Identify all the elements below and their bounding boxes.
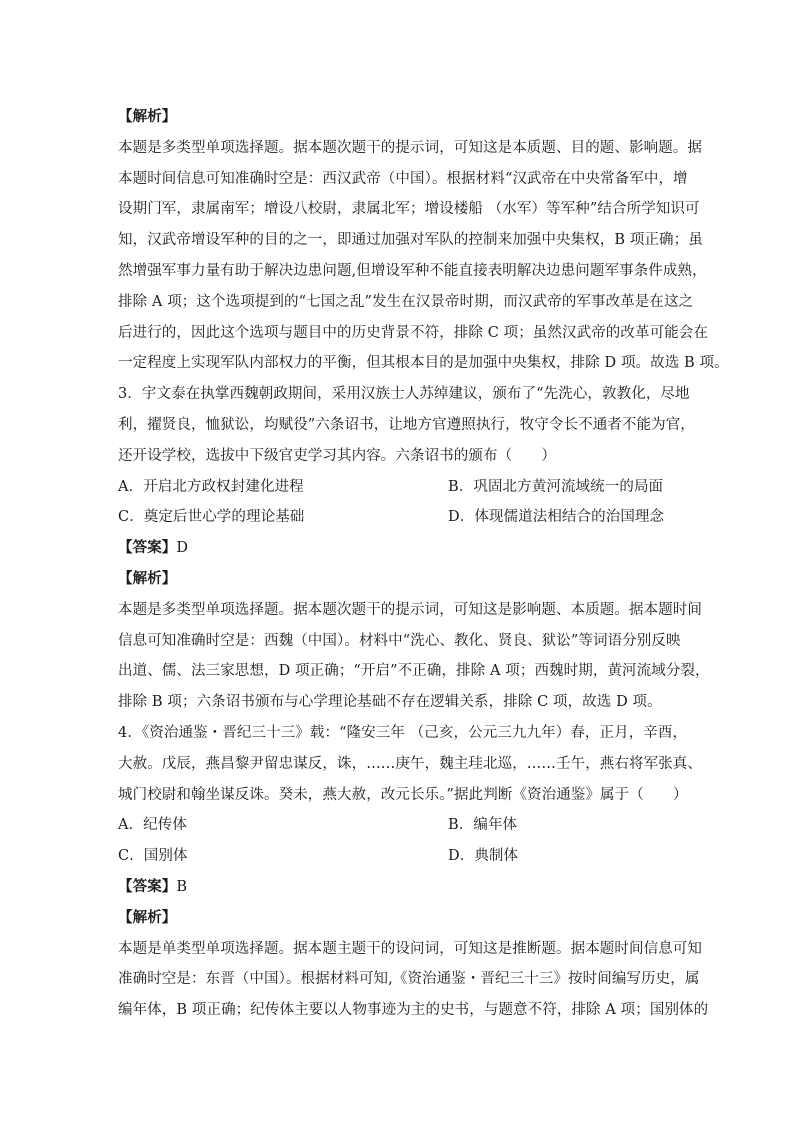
q4-stem-line-2: 大赦。戊辰，燕昌黎尹留忠谋反，诛，……庚午，魏主珪北巡，……壬午，燕右将军张真、 (118, 755, 702, 772)
q4-answer-tag: 【答案】 (118, 878, 177, 895)
q4-analysis-line-1: 本题是单类型单项选择题。据本题主题干的设问词，可知这是推断题。据本题时间信息可知 (118, 940, 702, 957)
q2-analysis-tag: 【解析】 (118, 109, 177, 125)
q4-option-b: B．编年体 (448, 817, 518, 834)
q3-option-a: A．开启北方政权封建化进程 (118, 478, 304, 495)
q3-answer-tag: 【答案】 (118, 540, 177, 557)
q4-options-row-2 (118, 841, 678, 872)
q4-option-c: C．国别体 (118, 848, 188, 865)
q3-option-d: D．体现儒道法相结合的治国理念 (448, 509, 665, 526)
q4-stem-line-3: 城门校尉和翰坐谋反诛。癸未，燕大赦，改元长乐。”据此判断《资治通鉴》属于（ ） (118, 786, 688, 803)
q3-options-row-2 (118, 502, 678, 533)
q3-analysis-line-4: 排除 B 项；六条诏书颁布与心学理论基础不存在逻辑关系，排除 C 项，故选 D 项。 (118, 694, 662, 711)
q2-analysis-line-4: 知，汉武帝增设军种的目的之一，即通过加强对军队的控制来加强中央集权，B 项正确；虽 (118, 232, 703, 249)
document-page (118, 102, 729, 1026)
q3-answer (118, 533, 678, 564)
q3-stem-line-1: 3．宇文泰在执掌西魏朝政期间，采用汉族士人苏绰建议，颁布了“先洗心，敦教化，尽地 (118, 386, 690, 403)
q4-analysis-line-3: 编年体，B 项正确；纪传体主要以人物事迹为主的史书，与题意不符，排除 A 项；国别体的 (118, 1002, 709, 1019)
q2-analysis-line-7: 后进行的，因此这个选项与题目中的历史背景不符，排除 C 项；虽然汉武帝的改革可能会在 (118, 324, 709, 341)
q3-option-b: B．巩固北方黄河流域统一的局面 (448, 478, 664, 495)
q3-analysis-tag: 【解析】 (118, 570, 177, 587)
q2-analysis-line-6: 排除 A 项；这个选项提到的“七国之乱”发生在汉景帝时期，而汉武帝的军事改革是在这之 (118, 293, 694, 310)
q3-analysis-line-2: 信息可知准确时空是：西魏（中国）。材料中“洗心、教化、贤良、狱讼”等词语分别反映 (118, 632, 681, 649)
q3-stem-line-2: 利，擢贤良，恤狱讼，均赋役”六条诏书，让地方官遵照执行，牧守令长不通者不能为官， (118, 416, 695, 433)
q3-option-c: C．奠定后世心学的理论基础 (118, 509, 305, 526)
q4-answer (118, 872, 678, 903)
q4-analysis-tag: 【解析】 (118, 909, 177, 926)
q2-analysis-line-3: 设期门军，隶属南军；增设八校尉，隶属北军；增设楼船 （水军）等军种”结合所学知识可 (118, 201, 700, 218)
q2-analysis-line-8: 一定程度上实现军队内部权力的平衡，但其根本目的是加强中央集权，排除 D 项。故选 B 项。 (118, 355, 729, 372)
q3-stem-line-3: 还开设学校，选拔中下级官吏学习其内容。六条诏书的颁布（ ） (118, 447, 556, 464)
q4-option-a: A．纪传体 (118, 817, 187, 834)
q3-answer-value: D (176, 540, 189, 557)
q4-answer-value: B (176, 878, 188, 895)
q4-options-row-1 (118, 810, 678, 841)
q3-analysis-line-1: 本题是多类型单项选择题。据本题次题干的提示词，可知这是影响题、本质题。据本题时间 (118, 601, 702, 618)
q4-stem-line-1: 4．《资治通鉴・晋纪三十三》载：“隆安三年 （己亥，公元三九九年）春，正月，辛酉， (118, 724, 688, 741)
q4-analysis-line-2: 准确时空是：东晋（中国）。根据材料可知,《资治通鉴・晋纪三十三》按时间编写历史，属 (118, 971, 700, 988)
q3-options-row-1 (118, 472, 678, 503)
q3-analysis-line-3: 出道、儒、法三家思想，D 项正确；“开启”不正确，排除 A 项；西魏时期，黄河流域分裂， (118, 663, 710, 680)
q2-analysis-line-5: 然增强军事力量有助于解决边患问题,但增设军种不能直接表明解决边患问题军事条件成熟， (118, 262, 707, 279)
q4-option-d: D．典制体 (448, 848, 519, 865)
q2-analysis-line-2: 本题时间信息可知准确时空是：西汉武帝（中国）。根据材料“汉武帝在中央常备军中，增 (118, 170, 688, 187)
q2-analysis-line-1: 本题是多类型单项选择题。据本题次题干的提示词，可知这是本质题、目的题、影响题。据 (118, 139, 702, 156)
